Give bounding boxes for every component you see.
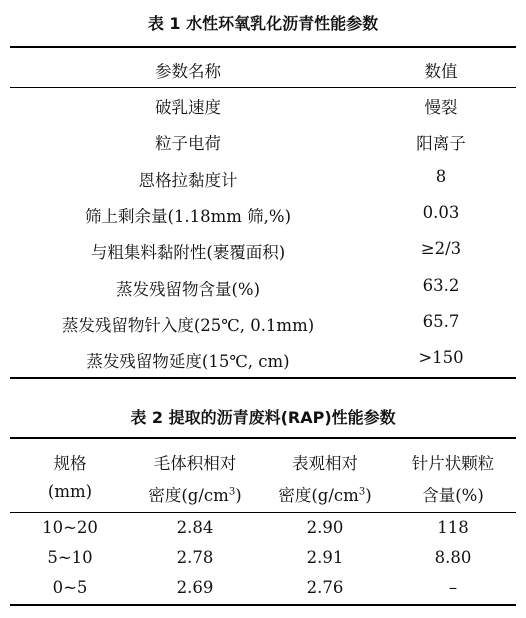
table1-param-value: ≥2/3 — [420, 239, 462, 258]
table2-cell-apparent-density: 2.91 — [306, 548, 344, 567]
table2-header-line: 密度$(g/cm^3)$ — [148, 486, 242, 505]
table1-caption: 表 1 水性环氧乳化沥青性能参数 — [147, 14, 379, 33]
table1-param-name: 破乳速度 — [155, 98, 221, 117]
table2-header-line: (mm) — [47, 482, 93, 501]
table2-cell-spec: 5~10 — [47, 548, 93, 567]
table1-param-value: 0.03 — [422, 203, 460, 222]
table2-header-line: 表观相对 — [292, 454, 358, 473]
table2-caption: 表 2 提取的沥青废料(RAP)性能参数 — [130, 408, 396, 427]
table1-header-name: 参数名称 — [155, 62, 221, 81]
table1-param-value: 阳离子 — [416, 134, 466, 153]
table2-cell-flaky-content: 118 — [437, 518, 469, 537]
table1-param-name: 粒子电荷 — [155, 134, 221, 153]
table1-header-value: 数值 — [424, 62, 458, 81]
table1-param-name: 蒸发残留物针入度(25℃, 0.1mm) — [61, 316, 315, 335]
table1-param-name: 筛上剩余量(1.18mm 筛,%) — [84, 207, 292, 226]
table1-param-name: 与粗集料黏附性(裹覆面积) — [90, 243, 286, 262]
table1-param-value: 65.7 — [422, 312, 460, 331]
table2-header-line: 针片状颗粒 — [411, 454, 495, 473]
table2-top-rule — [10, 437, 516, 439]
table1-top-rule — [10, 46, 516, 48]
table2-header-line: 含量(%) — [422, 486, 484, 505]
table2-header-rule — [10, 512, 516, 513]
table2-header-line: 规格 — [53, 454, 87, 473]
table2-cell-bulk-density: 2.69 — [176, 578, 214, 597]
table2-cell-flaky-content: – — [448, 578, 458, 597]
table2-cell-spec: 0~5 — [52, 578, 88, 597]
table2-cell-apparent-density: 2.76 — [306, 578, 344, 597]
table2-bottom-rule — [10, 604, 516, 606]
table2-cell-apparent-density: 2.90 — [306, 518, 344, 537]
table2-cell-bulk-density: 2.84 — [176, 518, 214, 537]
table1-header-rule — [10, 87, 516, 88]
table1-param-name: 蒸发残留物延度(15℃, cm) — [86, 352, 290, 371]
table2-cell-spec: 10~20 — [42, 518, 98, 537]
table1-param-value: 慢裂 — [424, 98, 458, 117]
table1-param-value: 63.2 — [422, 276, 460, 295]
table2-header-line: 毛体积相对 — [153, 454, 237, 473]
table1-param-name: 蒸发残留物含量(%) — [115, 280, 261, 299]
table2-header-line: 密度$(g/cm^3)$ — [278, 486, 372, 505]
table2-cell-flaky-content: 8.80 — [434, 548, 472, 567]
table1-bottom-rule — [10, 377, 516, 379]
table1-param-value: >150 — [418, 348, 464, 367]
table1-param-value: 8 — [435, 167, 447, 186]
table1-param-name: 恩格拉黏度计 — [138, 171, 238, 190]
table2-cell-bulk-density: 2.78 — [176, 548, 214, 567]
